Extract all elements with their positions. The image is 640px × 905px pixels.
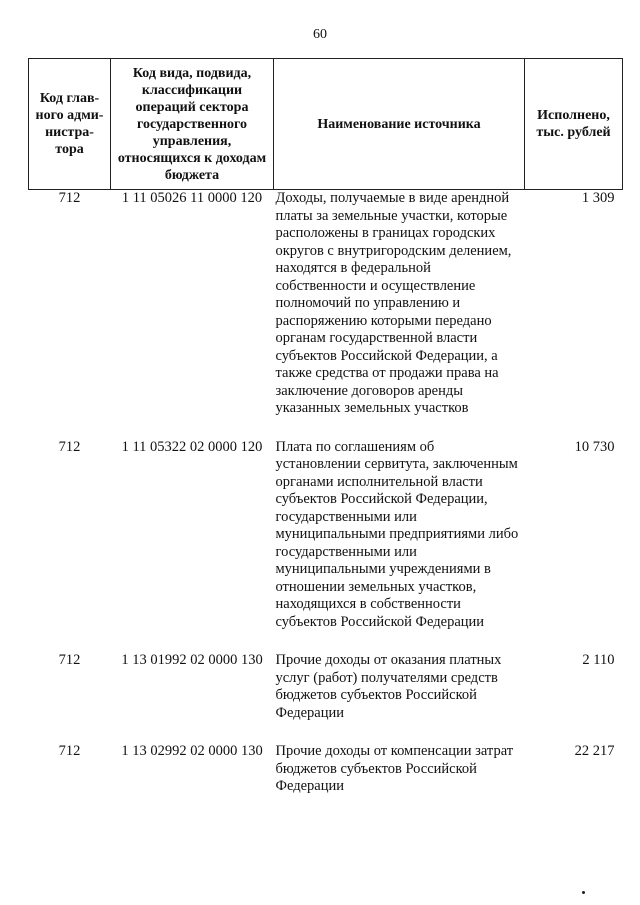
table-row	[29, 652, 623, 743]
admin-code-cell: 712	[58, 438, 81, 455]
source-name-cell: Прочие доходы от компенсации затрат бюджетов субъектов Российской Федерации	[275, 743, 514, 794]
table-row	[29, 743, 623, 817]
classification-code-cell: 1 13 01992 02 0000 130	[121, 652, 263, 668]
amount-cell: 2 110	[582, 652, 615, 668]
header-classification-code: Код вида, подвида, классификации операций сектора государственного управления, относящихся к доходам бюджета	[111, 59, 274, 190]
header-source-name: Наименование источника	[274, 59, 525, 190]
header-amount: Исполнено, тыс. рублей	[525, 59, 623, 190]
header-admin-code: Код глав-ного адми-нистра-тора	[29, 59, 111, 190]
source-name-cell: Прочие доходы от оказания платных услуг (работ) получателями средств бюджетов субъектов Российской Федерации	[275, 652, 502, 721]
page-number: 60	[313, 27, 327, 42]
classification-code-cell: 1 13 02992 02 0000 130	[121, 743, 263, 759]
amount-cell: 22 217	[574, 743, 615, 759]
admin-code-cell: 712	[58, 652, 81, 668]
table-header	[29, 59, 623, 190]
amount-cell: 10 730	[574, 438, 615, 455]
classification-code-cell: 1 11 05026 11 0000 120	[121, 190, 263, 206]
classification-code-cell: 1 11 05322 02 0000 120	[121, 438, 263, 455]
revenue-table	[28, 58, 623, 817]
table-row	[29, 439, 623, 653]
table-row	[29, 190, 623, 439]
source-name-cell: Доходы, получаемые в виде арендной платы за земельные участки, которые расположены в границах городских округов с внутригородским делением, находятся в федеральной собственности и осуществление полномочий по управлению и распоряжению которыми передано органам государственной власти субъектов Российской Федерации, а также средства от продажи права на заключение договоров аренды указанных земельных участков	[275, 190, 512, 416]
source-name-cell: Плата по соглашениям об установлении сервитута, заключенным органами исполнительной власти субъектов Российской Федерации, государственными или муниципальными предприятиями либо государственными или муниципальными учреждениями в отношении земельных участков, находящихся в собственности субъектов Российской Федерации	[275, 438, 519, 630]
admin-code-cell: 712	[58, 743, 81, 759]
admin-code-cell: 712	[58, 190, 81, 206]
amount-cell: 1 309	[581, 190, 615, 206]
scan-mark	[582, 891, 585, 894]
